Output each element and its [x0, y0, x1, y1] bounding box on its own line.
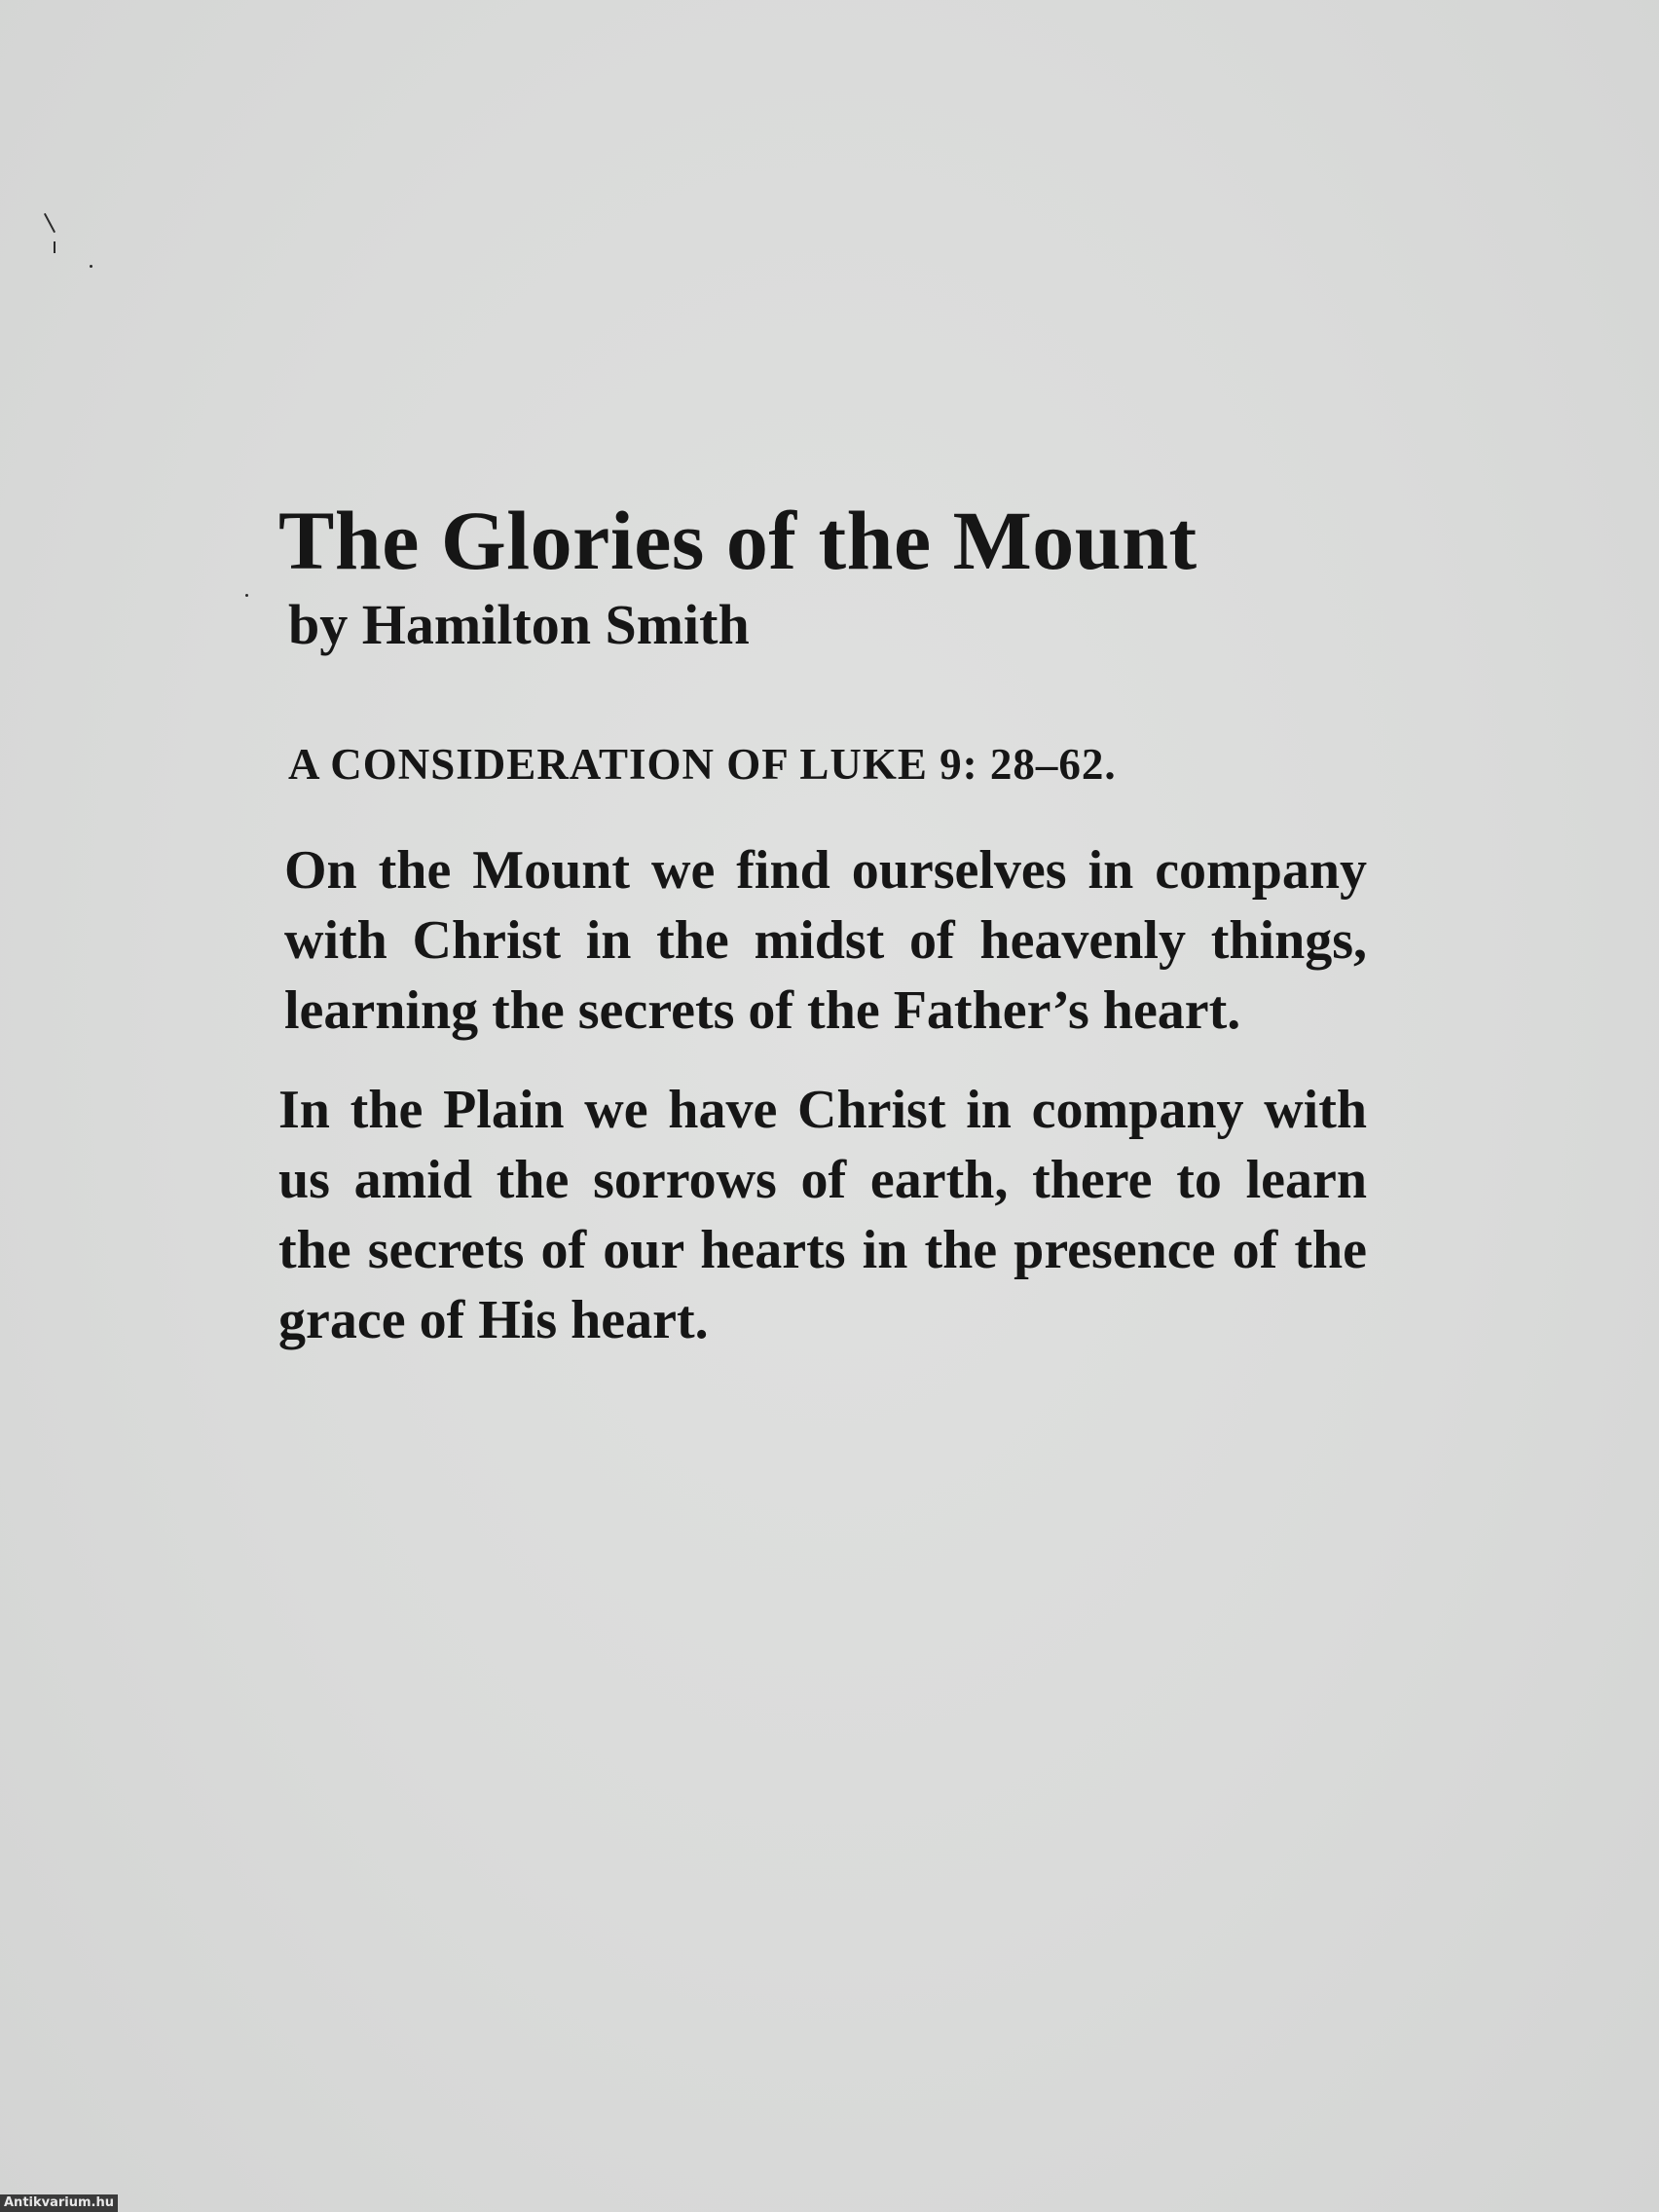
- scan-mark: [54, 241, 55, 253]
- scan-mark: [44, 213, 55, 233]
- subtitle-heading: A CONSIDERATION OF LUKE 9: 28–62.: [288, 740, 1117, 789]
- scan-dust-mark: [245, 594, 248, 597]
- body-paragraph-mount: On the Mount we find ourselves in company with Christ in the midst of heavenly things, learning the secrets of the Father’s heart.: [284, 840, 1367, 1041]
- scan-dust-mark: [90, 265, 92, 268]
- author-line: by Hamilton Smith: [288, 593, 750, 656]
- text-block: [278, 492, 1367, 1355]
- page-title: The Glories of the Mount: [278, 494, 1198, 587]
- body-paragraph-plain: In the Plain we have Christ in company with us amid the sorrows of earth, there to learn the secrets of our hearts in the presence of the grace of His heart.: [278, 1080, 1367, 1350]
- source-watermark: Antikvarium.hu: [0, 2194, 118, 2212]
